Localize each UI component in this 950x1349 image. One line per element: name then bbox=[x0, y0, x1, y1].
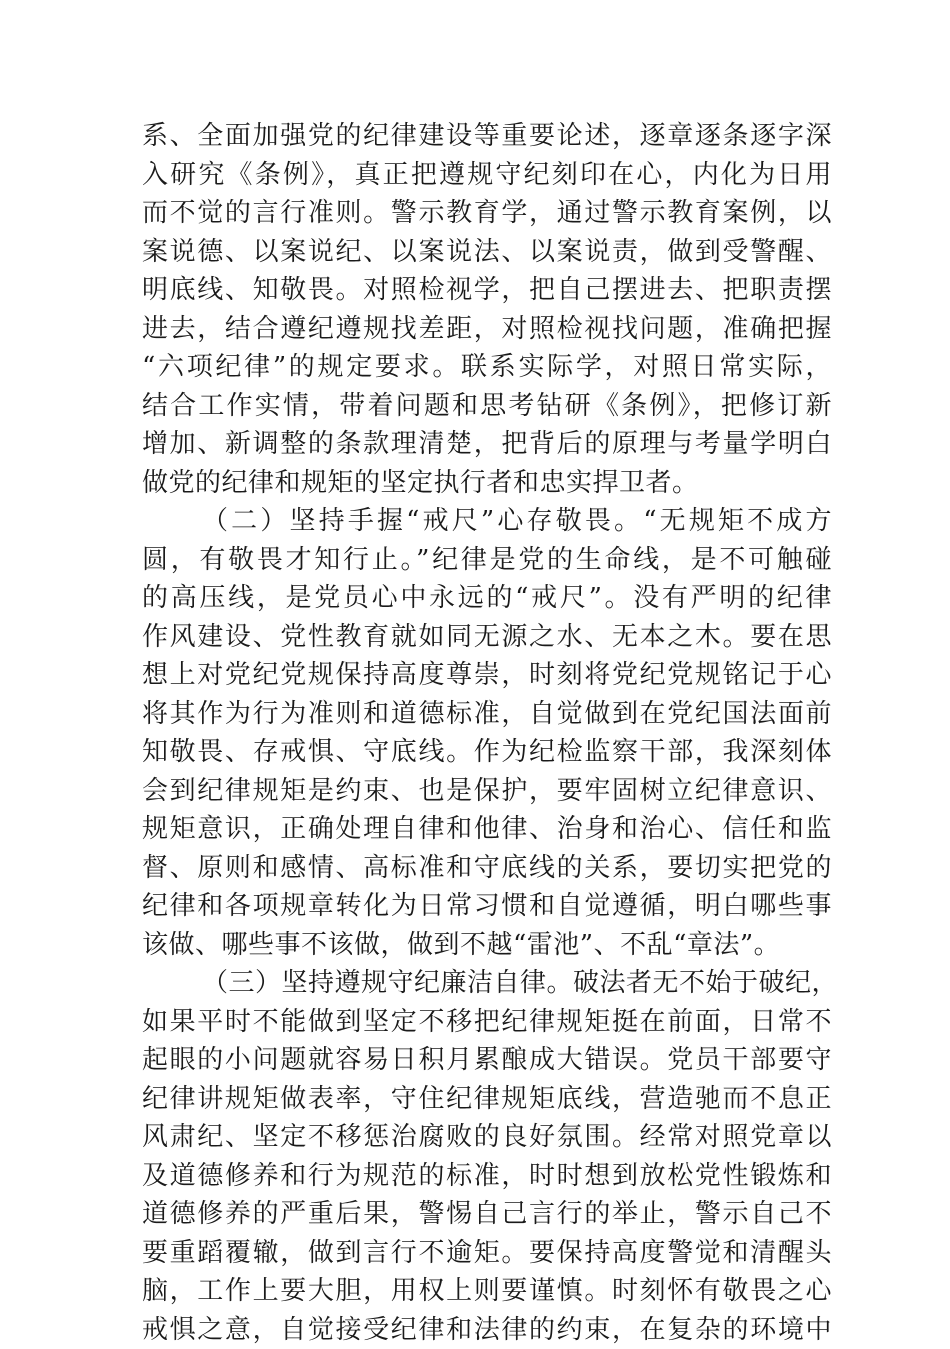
text-line: 如果平时不能做到坚定不移把纪律规矩挺在前面，日常不 bbox=[142, 1003, 832, 1042]
text-line: 督、原则和感情、高标准和守底线的关系，要切实把党的 bbox=[142, 849, 832, 888]
text-line: 规矩意识，正确处理自律和他律、治身和治心、信任和监 bbox=[142, 810, 832, 849]
text-line: 纪律和各项规章转化为日常习惯和自觉遵循，明白哪些事 bbox=[142, 887, 832, 926]
text-line: “六项纪律”的规定要求。联系实际学，对照日常实际， bbox=[142, 348, 832, 387]
text-line: 增加、新调整的条款理清楚，把背后的原理与考量学明白 bbox=[142, 425, 832, 464]
text-line: 知敬畏、存戒惧、守底线。作为纪检监察干部，我深刻体 bbox=[142, 733, 832, 772]
text-line: 进去，结合遵纪遵规找差距，对照检视找问题，准确把握 bbox=[142, 310, 832, 349]
text-line: 该做、哪些事不该做，做到不越“雷池”、不乱“章法”。 bbox=[142, 926, 832, 965]
text-line: 戒惧之意，自觉接受纪律和法律的约束，在复杂的环境中 bbox=[142, 1311, 832, 1349]
text-line: 结合工作实情，带着问题和思考钻研《条例》，把修订新 bbox=[142, 387, 832, 426]
text-line: 明底线、知敬畏。对照检视学，把自己摆进去、把职责摆 bbox=[142, 271, 832, 310]
text-line: （二）坚持手握“戒尺”心存敬畏。“无规矩不成方 bbox=[142, 502, 832, 541]
text-line: 而不觉的言行准则。警示教育学，通过警示教育案例，以 bbox=[142, 194, 832, 233]
text-line: 要重蹈覆辙，做到言行不逾矩。要保持高度警觉和清醒头 bbox=[142, 1234, 832, 1273]
document-body bbox=[142, 117, 832, 1349]
text-line: 案说德、以案说纪、以案说法、以案说责，做到受警醒、 bbox=[142, 233, 832, 272]
text-line: 做党的纪律和规矩的坚定执行者和忠实捍卫者。 bbox=[142, 464, 832, 503]
text-line: 及道德修养和行为规范的标准，时时想到放松党性锻炼和 bbox=[142, 1157, 832, 1196]
text-line: 想上对党纪党规保持高度尊崇，时刻将党纪党规铭记于心 bbox=[142, 656, 832, 695]
text-line: 将其作为行为准则和道德标准，自觉做到在党纪国法面前 bbox=[142, 695, 832, 734]
text-line: 的高压线，是党员心中永远的“戒尺”。没有严明的纪律 bbox=[142, 579, 832, 618]
text-line: 纪律讲规矩做表率，守住纪律规矩底线，营造驰而不息正 bbox=[142, 1080, 832, 1119]
text-line: 圆，有敬畏才知行止。”纪律是党的生命线，是不可触碰 bbox=[142, 541, 832, 580]
text-line: 作风建设、党性教育就如同无源之水、无本之木。要在思 bbox=[142, 618, 832, 657]
text-line: 风肃纪、坚定不移惩治腐败的良好氛围。经常对照党章以 bbox=[142, 1118, 832, 1157]
text-line: 脑，工作上要大胆，用权上则要谨慎。时刻怀有敬畏之心 bbox=[142, 1272, 832, 1311]
text-line: 会到纪律规矩是约束、也是保护，要牢固树立纪律意识、 bbox=[142, 772, 832, 811]
text-line: 道德修养的严重后果，警惕自己言行的举止，警示自己不 bbox=[142, 1195, 832, 1234]
text-line: 起眼的小问题就容易日积月累酿成大错误。党员干部要守 bbox=[142, 1041, 832, 1080]
text-line: 系、全面加强党的纪律建设等重要论述，逐章逐条逐字深 bbox=[142, 117, 832, 156]
text-line: 入研究《条例》，真正把遵规守纪刻印在心，内化为日用 bbox=[142, 156, 832, 195]
text-line: （三）坚持遵规守纪廉洁自律。破法者无不始于破纪， bbox=[142, 964, 832, 1003]
